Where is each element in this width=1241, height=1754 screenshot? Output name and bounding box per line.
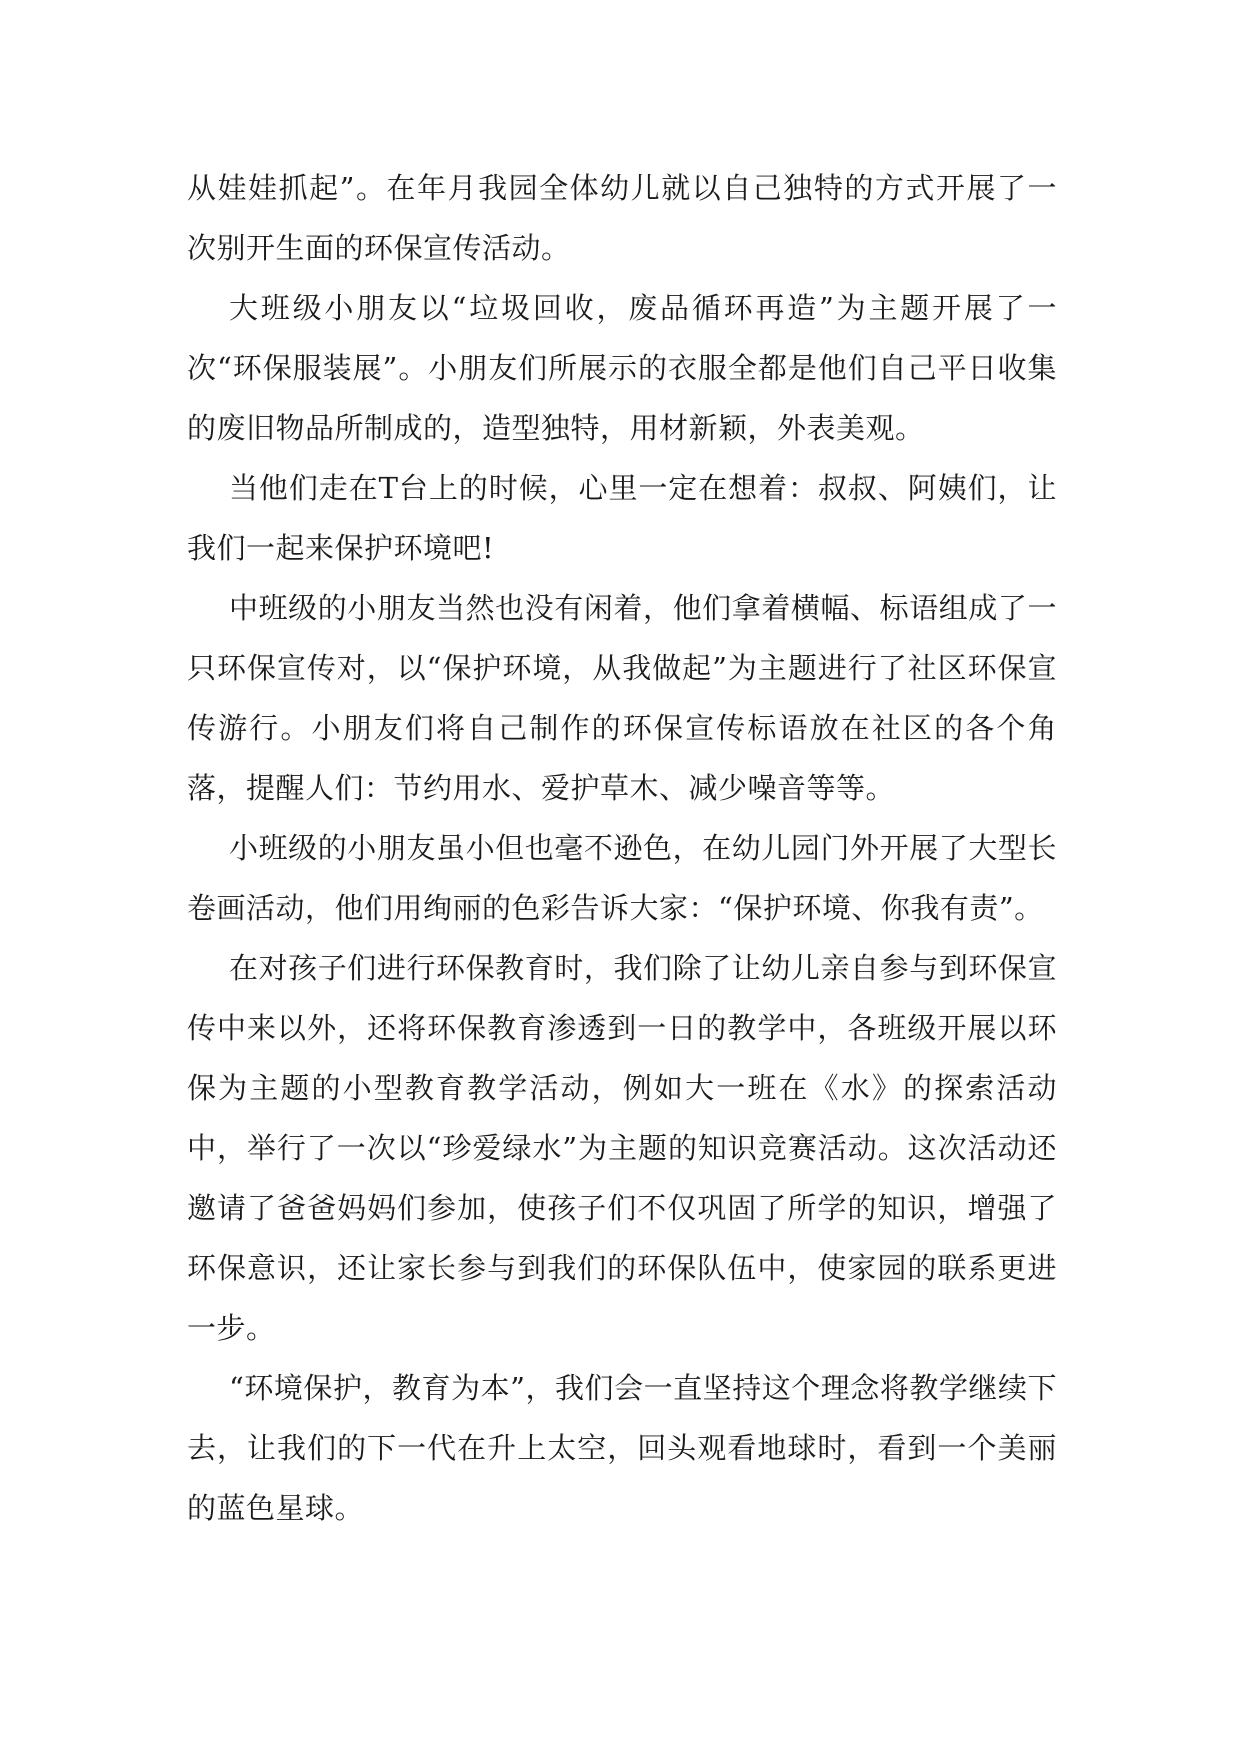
paragraph-7: “环境保护，教育为本”，我们会一直坚持这个理念将教学继续下去，让我们的下一代在升上太空，回头观看地球时，看到一个美丽的蓝色星球。 [187, 1371, 1057, 1525]
paragraph-5: 小班级的小朋友虽小但也毫不逊色，在幼儿园门外开展了大型长卷画活动，他们用绚丽的色彩告诉大家：“保护环境、你我有责”。 [187, 831, 1057, 925]
document-body [187, 158, 1057, 1538]
paragraph-1: 从娃娃抓起”。在年月我园全体幼儿就以自己独特的方式开展了一次别开生面的环保宣传活动。 [187, 171, 1057, 265]
paragraph-3: 当他们走在T台上的时候，心里一定在想着：叔叔、阿姨们，让我们一起来保护环境吧! [187, 471, 1057, 565]
paragraph-4: 中班级的小朋友当然也没有闲着，他们拿着横幅、标语组成了一只环保宣传对，以“保护环境，从我做起”为主题进行了社区环保宣传游行。小朋友们将自己制作的环保宣传标语放在社区的各个角落，提醒人们：节约用水、爱护草木、减少噪音等等。 [187, 591, 1057, 805]
paragraph-6: 在对孩子们进行环保教育时，我们除了让幼儿亲自参与到环保宣传中来以外，还将环保教育渗透到一日的教学中，各班级开展以环保为主题的小型教育教学活动，例如大一班在《水》的探索活动中，举行了一次以“珍爱绿水”为主题的知识竞赛活动。这次活动还邀请了爸爸妈妈们参加，使孩子们不仅巩固了所学的知识，增强了环保意识，还让家长参与到我们的环保队伍中，使家园的联系更进一步。 [187, 951, 1057, 1345]
paragraph-2: 大班级小朋友以“垃圾回收，废品循环再造”为主题开展了一次“环保服装展”。小朋友们所展示的衣服全都是他们自己平日收集的废旧物品所制成的，造型独特，用材新颖，外表美观。 [187, 291, 1057, 445]
